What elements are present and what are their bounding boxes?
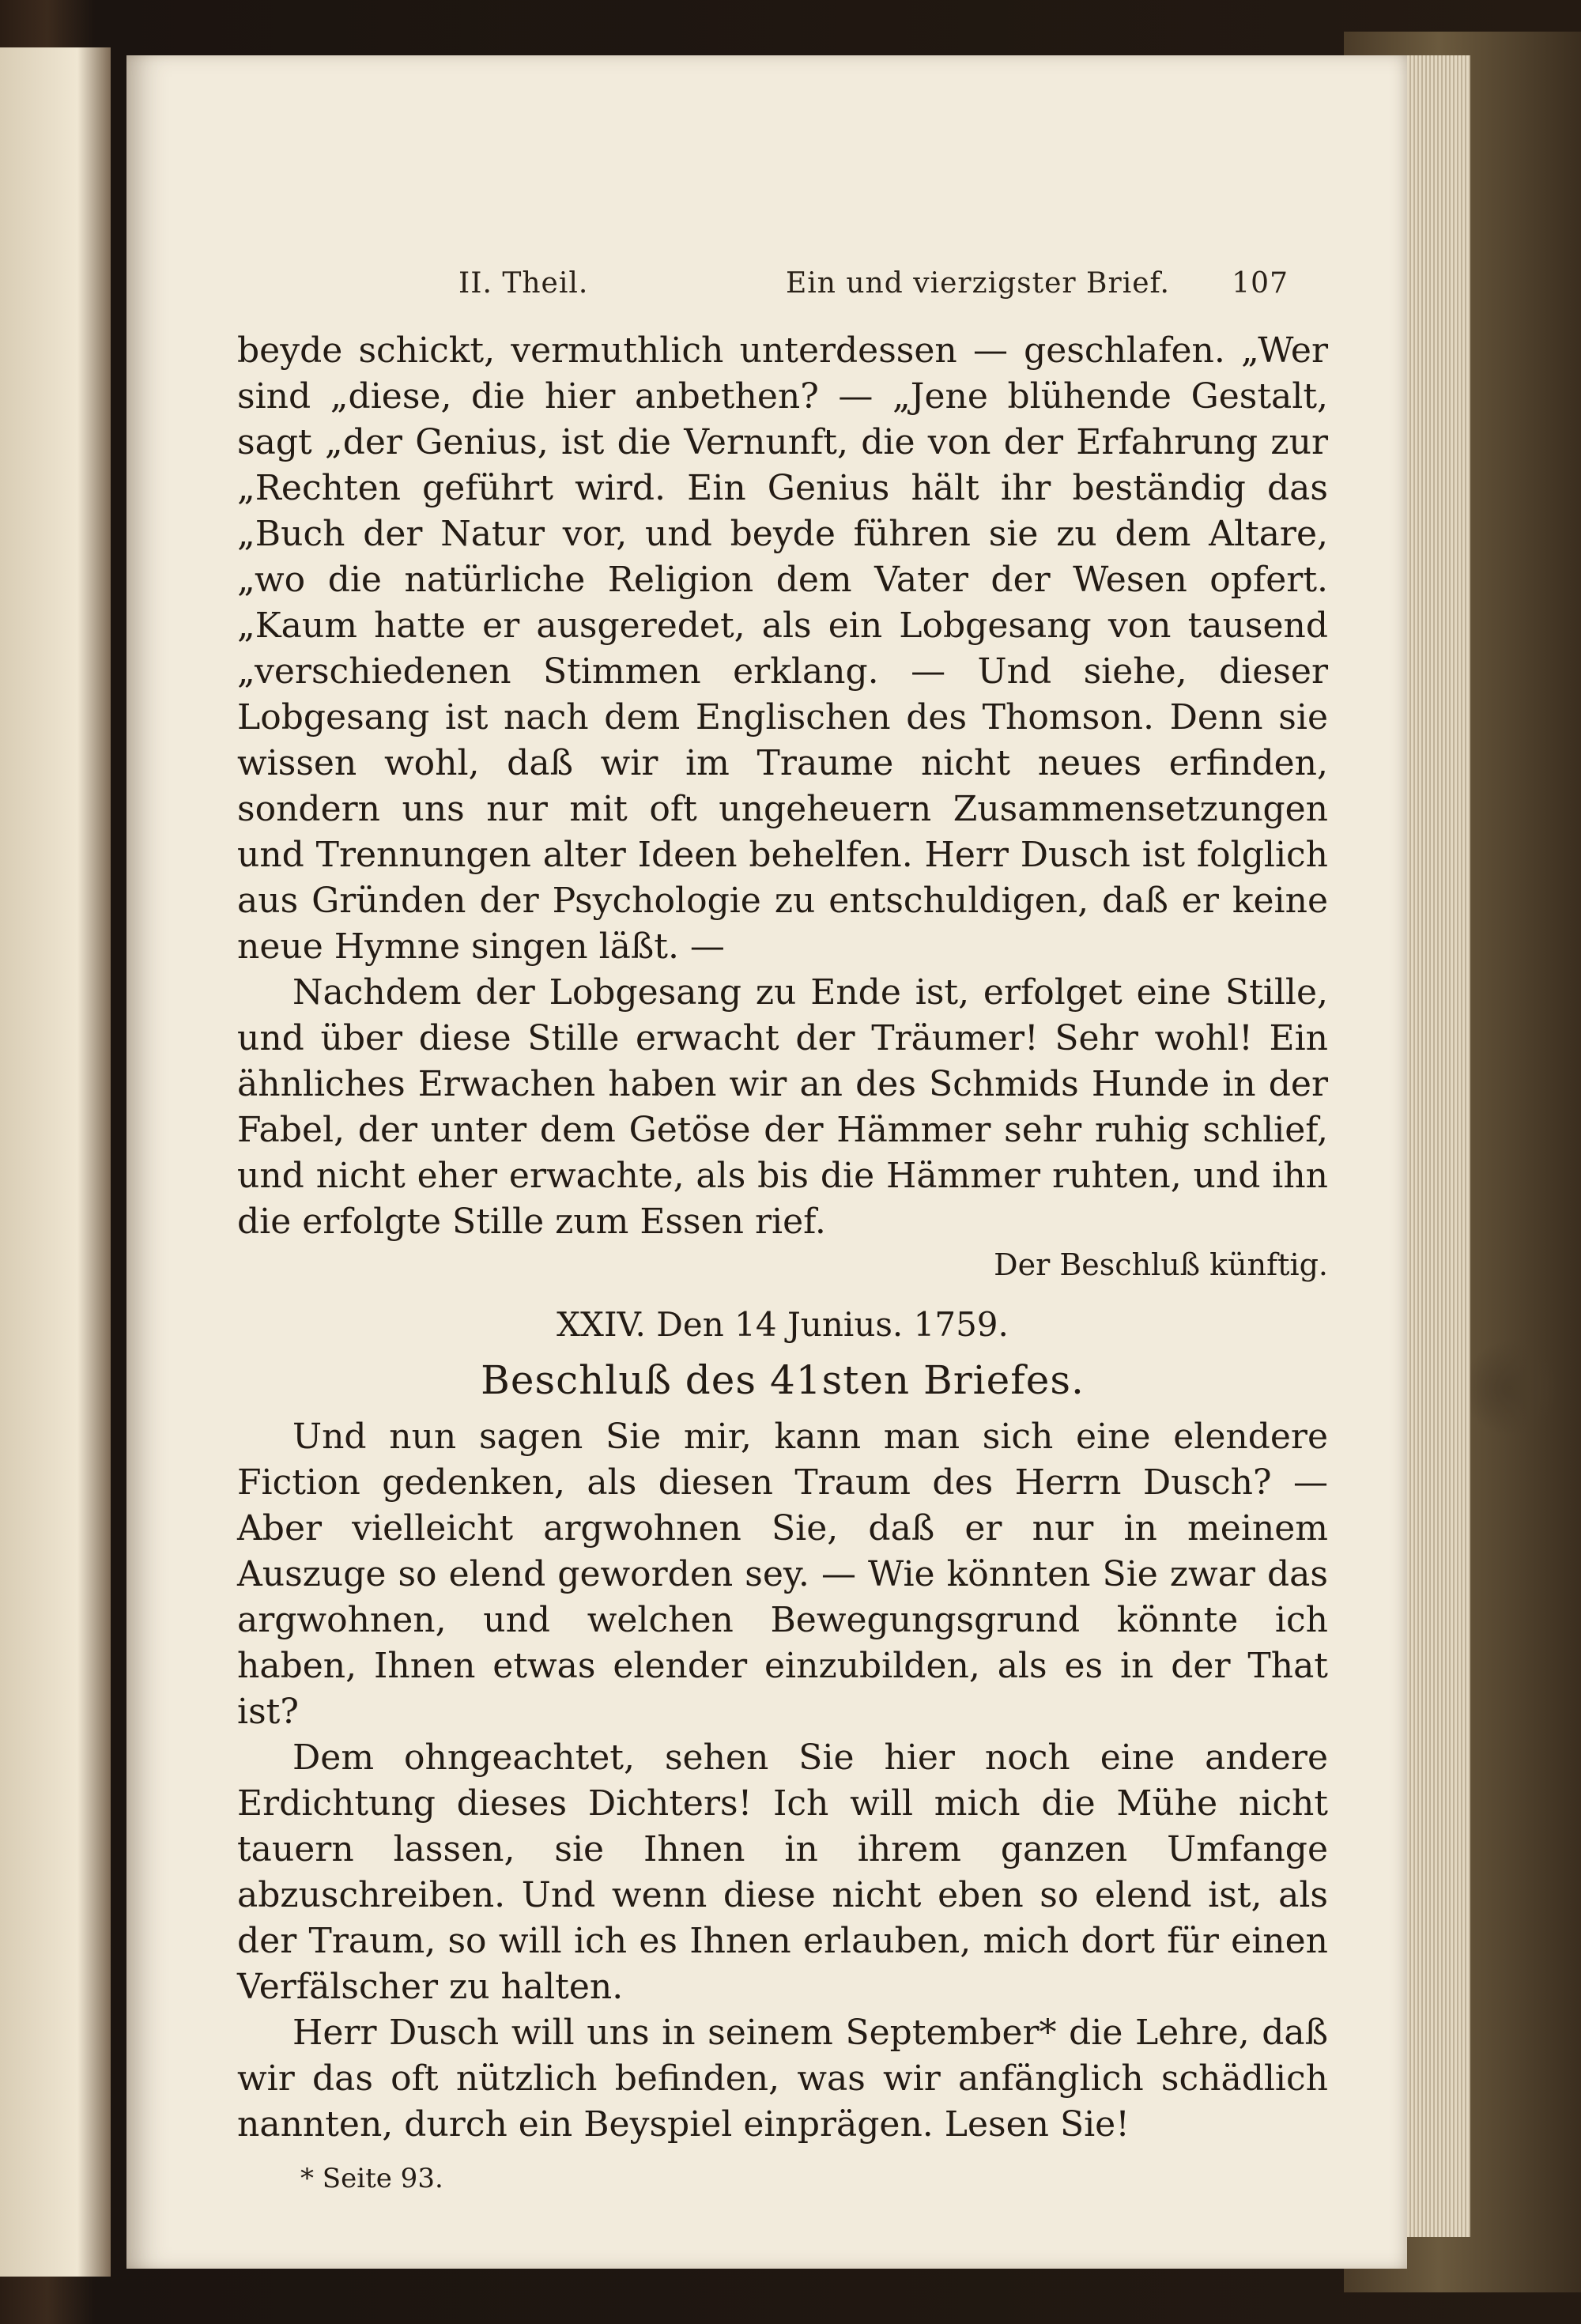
header-title: Ein und vierzigster Brief. (785, 267, 1170, 300)
book-page (126, 55, 1407, 2269)
closing-note: Der Beschluß künftig. (994, 1247, 1328, 1282)
paragraph: beyde schickt, vermuthlich unterdessen — geschlafen. „Wer sind „diese, die hier anbethen? — „Jene blühende Gestalt, sagt „der Genius, ist die Vernunft, die von der Erfahrung zur „Rechten geführt wird. Ein Genius hält ihr beständig das „Buch der Natur vor, und beyde führen sie zu dem Altare, „wo die natürliche Religion dem Vater der Wesen opfert. „Kaum hatte er ausgeredet, als ein Lobgesang von tausend „verschiedenen Stimmen erklang. — Und siehe, dieser Lobgesang ist nach dem Englischen des Thomson. Denn sie wissen wohl, daß wir im Traume nicht neues erfinden, sondern uns nur mit oft ungeheuern Zusammensetzungen und Trennungen alter Ideen behelfen. Herr Dusch ist folglich aus Gründen der Psychologie zu entschuldigen, daß er keine neue Hymne singen läßt. — (237, 330, 1328, 967)
left-page-edge (0, 47, 111, 2277)
paragraph: Dem ohngeachtet, sehen Sie hier noch eine andere Erdichtung dieses Dichters! Ich will mich die Mühe nicht tauern lassen, sie Ihnen in ihrem ganzen Umfange abzuschreiben. Und wenn diese nicht eben so elend ist, als der Traum, so will ich es Ihnen erlauben, mich dort für einen Verfälscher zu halten. (237, 1737, 1328, 2007)
header-part: II. Theil. (458, 267, 589, 300)
body-text (237, 328, 1328, 2201)
page-number: 107 (1232, 267, 1289, 300)
running-header (458, 267, 1289, 300)
paragraph: Herr Dusch will uns in seinem September* die Lehre, daß wir das oft nützlich befinden, was wir anfänglich schädlich nannten, durch ein Beyspiel einprägen. Lesen Sie! (237, 2013, 1328, 2145)
paragraph: Und nun sagen Sie mir, kann man sich eine elendere Fiction gedenken, als diesen Traum des Herrn Dusch? — Aber vielleicht argwohnen Sie, daß er nur in meinem Auszuge so elend geworden sey. — Wie könnten Sie zwar das argwohnen, und welchen Bewegungsgrund könnte ich haben, Ihnen etwas elender einzubilden, als es in der That ist? (237, 1417, 1328, 1732)
letter-date: XXIV. Den 14 Junius. 1759. (557, 1305, 1009, 1344)
footnote: * Seite 93. (300, 2163, 443, 2194)
page-edges (1399, 55, 1470, 2237)
paragraph: Nachdem der Lobgesang zu Ende ist, erfolget eine Stille, und über diese Stille erwacht der Träumer! Sehr wohl! Ein ähnliches Erwachen haben wir an des Schmids Hunde in der Fabel, der unter dem Getöse der Hämmer sehr ruhig schlief, und nicht eher erwachte, als bis die Hämmer ruhten, und ihn die erfolgte Stille zum Essen rief. (237, 972, 1328, 1242)
section-heading: Beschluß des 41sten Briefes. (481, 1357, 1085, 1403)
